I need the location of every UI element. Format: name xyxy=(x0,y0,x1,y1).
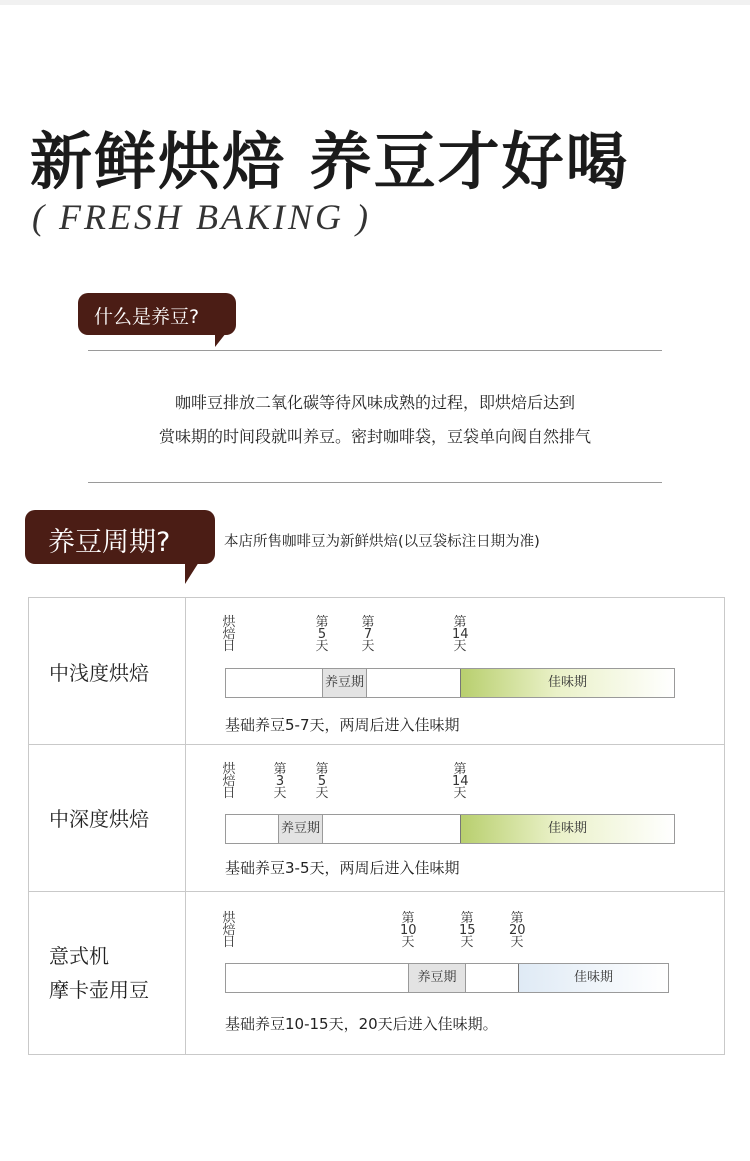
marker-day xyxy=(314,617,330,653)
marker-char: 烘 xyxy=(222,762,236,777)
marker-char: 14 xyxy=(452,627,469,642)
marker-char: 天 xyxy=(510,935,524,950)
marker-char: 天 xyxy=(273,786,287,801)
marker-char: 天 xyxy=(460,935,474,950)
row-note: 基础养豆5-7天，两周后进入佳味期 xyxy=(225,716,460,734)
table-row-medium-dark xyxy=(29,744,724,892)
marker-char: 第 xyxy=(453,615,467,630)
marker-char: 第 xyxy=(401,911,415,926)
page-subtitle: ( FRESH BAKING ) xyxy=(32,197,371,237)
table-row-light-medium xyxy=(29,598,724,745)
marker-char: 日 xyxy=(222,639,236,654)
bubble-tail xyxy=(215,333,226,347)
marker-char: 第 xyxy=(510,911,524,926)
peak-flavor-segment: 佳味期 xyxy=(460,669,674,697)
marker-day xyxy=(509,913,525,949)
marker-char: 10 xyxy=(400,923,417,938)
table-row-espresso-moka xyxy=(29,891,724,1054)
row-note: 基础养豆3-5天，两周后进入佳味期 xyxy=(225,859,460,877)
marker-day xyxy=(272,764,288,800)
marker-char: 天 xyxy=(453,639,467,654)
marker-char: 日 xyxy=(222,786,236,801)
marker-day xyxy=(452,617,468,653)
divider-bottom xyxy=(88,482,662,483)
marker-char: 烘 xyxy=(222,615,236,630)
marker-roast-day xyxy=(221,764,237,800)
marker-roast-day xyxy=(221,913,237,949)
marker-char: 焙 xyxy=(222,774,236,789)
row-label xyxy=(49,939,149,1007)
resting-period-segment: 养豆期 xyxy=(322,669,367,697)
peak-flavor-segment: 佳味期 xyxy=(460,815,674,843)
timeline-bar xyxy=(225,963,669,993)
marker-day xyxy=(452,764,468,800)
marker-char: 第 xyxy=(315,762,329,777)
peak-flavor-segment: 佳味期 xyxy=(518,964,668,992)
marker-char: 15 xyxy=(459,923,476,938)
marker-char: 第 xyxy=(460,911,474,926)
marker-char: 5 xyxy=(317,774,327,789)
what-is-resting-bubble xyxy=(78,293,236,335)
marker-char: 第 xyxy=(315,615,329,630)
timeline-bar xyxy=(225,668,675,698)
row-label xyxy=(49,802,149,836)
row-label-line: 摩卡壶用豆 xyxy=(49,978,149,1002)
marker-roast-day xyxy=(221,617,237,653)
store-note: 本店所售咖啡豆为新鲜烘焙(以豆袋标注日期为准) xyxy=(224,534,540,550)
marker-char: 天 xyxy=(361,639,375,654)
top-strip xyxy=(0,0,750,5)
bubble-label: 养豆周期? xyxy=(48,527,171,558)
marker-char: 天 xyxy=(453,786,467,801)
marker-char: 天 xyxy=(401,935,415,950)
marker-char: 烘 xyxy=(222,911,236,926)
bubble-tail xyxy=(185,562,199,584)
marker-day xyxy=(459,913,475,949)
marker-day xyxy=(360,617,376,653)
timeline-bar xyxy=(225,814,675,844)
row-label-line: 意式机 xyxy=(49,944,109,968)
marker-char: 焙 xyxy=(222,923,236,938)
marker-char: 14 xyxy=(452,774,469,789)
resting-period-segment: 养豆期 xyxy=(278,815,323,843)
marker-char: 日 xyxy=(222,935,236,950)
marker-char: 第 xyxy=(453,762,467,777)
marker-char: 5 xyxy=(317,627,327,642)
intro-line-1: 咖啡豆排放二氧化碳等待风味成熟的过程，即烘焙后达到 xyxy=(174,393,575,412)
marker-char: 7 xyxy=(363,627,373,642)
resting-period-segment: 养豆期 xyxy=(408,964,466,992)
row-label-line: 中浅度烘焙 xyxy=(49,661,149,685)
intro-line-2: 赏味期的时间段就叫养豆。密封咖啡袋，豆袋单向阀自然排气 xyxy=(158,427,591,446)
marker-char: 3 xyxy=(275,774,285,789)
page-title: 新鲜烘焙 养豆才好喝 xyxy=(30,125,630,198)
marker-day xyxy=(314,764,330,800)
resting-table xyxy=(28,597,725,1055)
marker-char: 第 xyxy=(361,615,375,630)
marker-char: 20 xyxy=(509,923,526,938)
divider-top xyxy=(88,350,662,351)
resting-cycle-bubble xyxy=(25,510,215,564)
marker-day xyxy=(400,913,416,949)
marker-char: 第 xyxy=(273,762,287,777)
row-note: 基础养豆10-15天，20天后进入佳味期。 xyxy=(225,1015,498,1033)
bubble-label: 什么是养豆? xyxy=(94,306,200,328)
marker-char: 焙 xyxy=(222,627,236,642)
row-label-line: 中深度烘焙 xyxy=(49,807,149,831)
marker-char: 天 xyxy=(315,639,329,654)
marker-char: 天 xyxy=(315,786,329,801)
row-label xyxy=(49,656,149,690)
